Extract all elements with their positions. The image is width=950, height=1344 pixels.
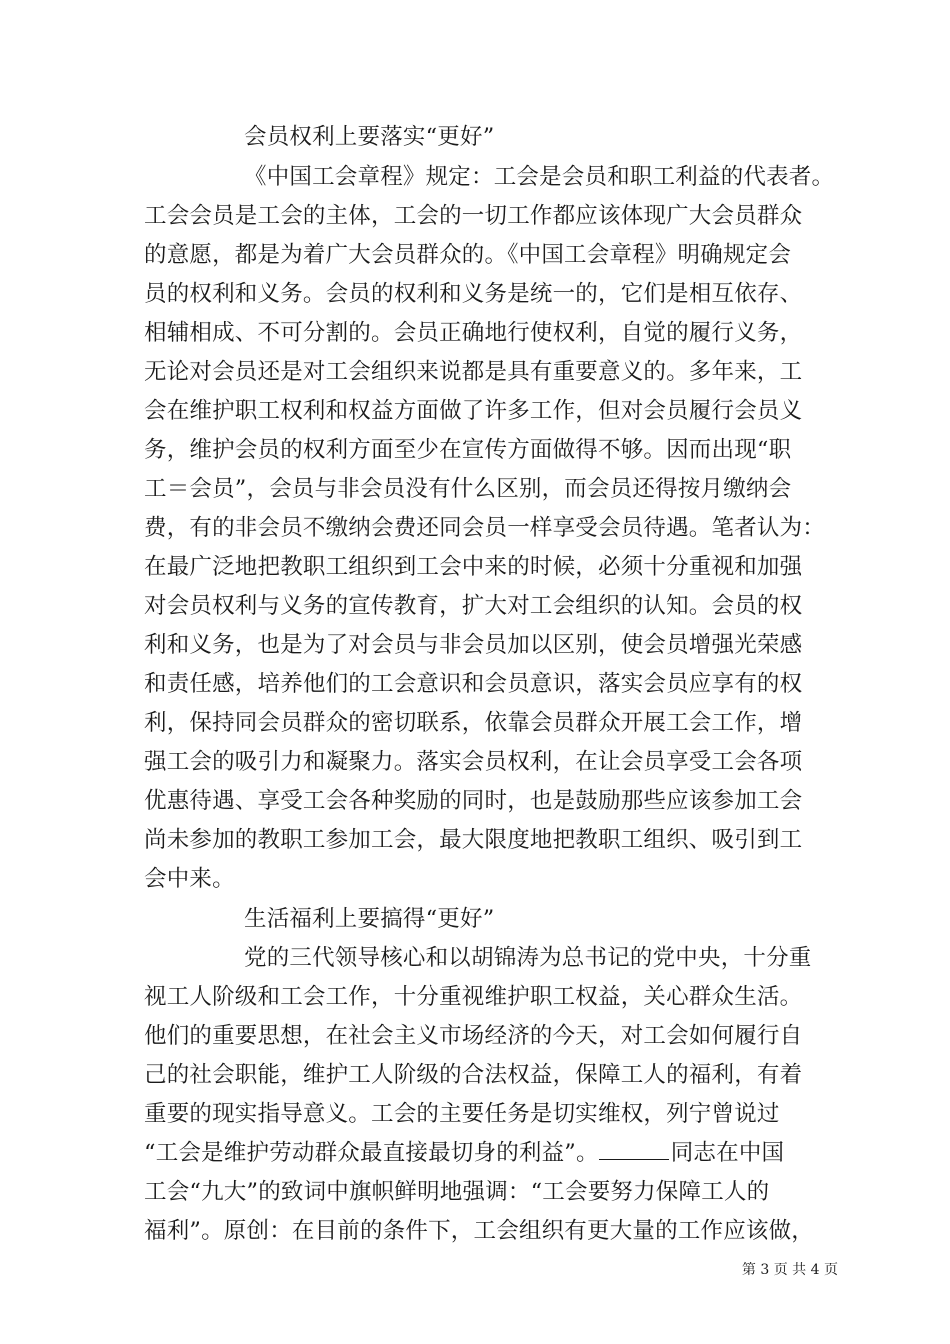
paragraph-line: 费，有的非会员不缴纳会费还同会员一样享受会员待遇。笔者认为：	[144, 515, 826, 541]
paragraph-line: 己的社会职能，维护工人阶级的合法权益，保障工人的福利，有着	[144, 1062, 803, 1088]
paragraph-line: 和责任感，培养他们的工会意识和会员意识，落实会员应享有的权	[144, 671, 803, 697]
paragraph-line-with-blank	[144, 1139, 784, 1167]
section-heading-member-rights: 会员权利上要落实“更好”	[244, 124, 495, 150]
paragraph-line: 相辅相成、不可分割的。会员正确地行使权利，自觉的履行义务，	[144, 320, 803, 346]
quote-continuation: 同志在中国	[670, 1140, 785, 1166]
paragraph-line: 工＝会员”，会员与非会员没有什么区别，而会员还得按月缴纳会	[144, 476, 792, 502]
paragraph-line: 务，维护会员的权利方面至少在宣传方面做得不够。因而出现“职	[144, 437, 792, 463]
paragraph-line: 重要的现实指导意义。工会的主要任务是切实维权，列宁曾说过	[144, 1101, 780, 1127]
paragraph-line: 的意愿，都是为着广大会员群众的。《中国工会章程》明确规定会	[144, 242, 792, 268]
paragraph-line: 员的权利和义务。会员的权利和义务是统一的，它们是相互依存、	[144, 281, 803, 307]
paragraph-line: 优惠待遇、享受工会各种奖励的同时，也是鼓励那些应该参加工会	[144, 788, 803, 814]
paragraph-line: 工会会员是工会的主体，工会的一切工作都应该体现广大会员群众	[144, 203, 803, 229]
paragraph-line: 党的三代领导核心和以胡锦涛为总书记的党中央，十分重	[244, 945, 812, 971]
paragraph-line: 工会“九大”的致词中旗帜鲜明地强调：“工会要努力保障工人的	[144, 1179, 770, 1205]
paragraph-line: 在最广泛地把教职工组织到工会中来的时候，必须十分重视和加强	[144, 554, 803, 580]
paragraph-line: 对会员权利与义务的宣传教育，扩大对工会组织的认知。会员的权	[144, 593, 803, 619]
paragraph-line: 利和义务，也是为了对会员与非会员加以区别，使会员增强光荣感	[144, 632, 803, 658]
section-heading-welfare: 生活福利上要搞得“更好”	[244, 906, 495, 932]
paragraph-line: 《中国工会章程》规定：工会是会员和职工利益的代表者。	[244, 164, 835, 190]
blank-underline	[599, 1139, 669, 1160]
paragraph-line: 会中来。	[144, 866, 235, 892]
paragraph-line: 他们的重要思想，在社会主义市场经济的今天，对工会如何履行自	[144, 1023, 803, 1049]
paragraph-line: 利，保持同会员群众的密切联系，依靠会员群众开展工会工作，增	[144, 710, 803, 736]
paragraph-line: 会在维护职工权利和权益方面做了许多工作，但对会员履行会员义	[144, 398, 803, 424]
paragraph-line: 福利”。原创：在目前的条件下，工会组织有更大量的工作应该做，	[144, 1218, 815, 1244]
paragraph-line: 尚未参加的教职工参加工会，最大限度地把教职工组织、吸引到工	[144, 827, 803, 853]
paragraph-line: 无论对会员还是对工会组织来说都是具有重要意义的。多年来，工	[144, 359, 803, 385]
paragraph-line: 强工会的吸引力和凝聚力。落实会员权利，在让会员享受工会各项	[144, 749, 803, 775]
page-number-footer: 第 3 页 共 4 页	[741, 1262, 838, 1278]
quote-text: “工会是维护劳动群众最直接最切身的利益”。	[144, 1140, 599, 1166]
paragraph-line: 视工人阶级和工会工作，十分重视维护职工权益，关心群众生活。	[144, 984, 803, 1010]
